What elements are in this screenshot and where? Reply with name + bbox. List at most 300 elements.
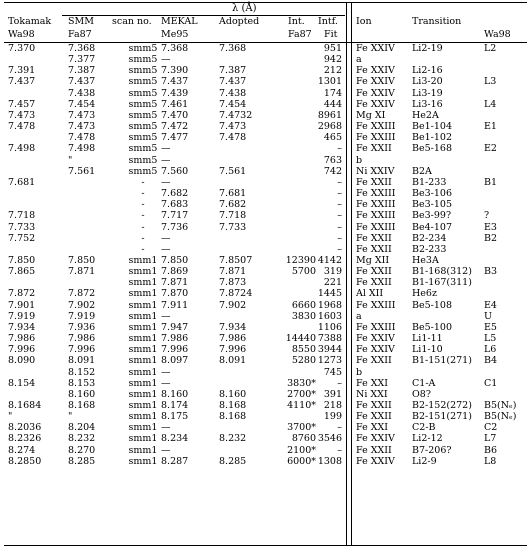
fit-cell: 319 [323,266,342,278]
tokamak-cell: 8.274 [8,444,36,456]
wa98-cell: B5(Nₑ) [484,411,517,423]
mekal-cell: 7.560 [161,165,189,177]
fit-cell: – [337,422,342,434]
wa98-cell: E3 [484,221,497,233]
adopted-cell: 7.718 [219,210,247,222]
ion-cell: Fe XXII [356,143,392,155]
ion-cell: Fe XXIII [356,199,396,211]
mekal-cell: 8.160 [161,388,189,400]
subheader-fa87: Fa87 [68,29,92,40]
int-cell: 8760 [291,433,316,445]
fit-cell: 1106 [317,321,342,333]
smm-cell: 7.454 [68,98,96,110]
table-row [0,54,531,65]
smm-cell: 7.850 [68,254,96,266]
tokamak-cell: 7.872 [8,288,36,300]
mekal-cell: — [161,366,171,378]
mekal-cell: 8.097 [161,355,189,367]
wa98-cell: B3 [484,266,498,278]
wa98-cell: ? [484,210,490,222]
header-ion: Ion [356,16,372,27]
table-row [0,300,531,311]
scan-cell: - [141,176,145,188]
tokamak-cell: 7.718 [8,210,36,222]
table-top-rule [4,2,527,3]
adopted-cell: 7.4732 [219,109,253,121]
smm-cell: 7.936 [68,321,96,333]
adopted-cell: 7.996 [219,344,247,356]
smm-cell: 7.872 [68,288,96,300]
table-row [0,222,531,233]
transition-cell: Li3-19 [412,87,443,99]
tokamak-cell: 8.090 [8,355,36,367]
table-row [0,166,531,177]
smm-cell: 8.204 [68,422,96,434]
adopted-cell: 7.561 [219,165,247,177]
fit-cell: – [337,199,342,211]
scan-cell: - [141,210,145,222]
tokamak-cell: 8.1684 [8,400,42,411]
ion-cell: Mg XI [356,109,386,121]
table-row [0,433,531,444]
ion-cell: Fe XXIII [356,188,396,200]
mekal-cell: 7.996 [161,344,189,356]
tokamak-cell: 7.752 [8,232,36,244]
mekal-cell: — [161,54,171,66]
fit-cell: – [337,444,342,456]
wa98-cell: C1 [484,377,498,389]
tokamak-cell: 7.986 [8,333,36,345]
tokamak-cell: 7.996 [8,344,36,356]
smm-cell: 7.986 [68,333,96,345]
mekal-cell: 7.870 [161,288,189,300]
mekal-cell: 7.911 [161,299,189,311]
tokamak-cell: 7.478 [8,121,36,133]
fit-cell: – [337,232,342,244]
scan-cell: smm5 [128,87,158,99]
header-adopted: Adopted [219,16,260,27]
ion-cell: Fe XXIV [356,333,395,345]
table-row [0,210,531,221]
scan-cell: smm1 [128,333,158,345]
smm-cell: 7.996 [68,344,96,356]
scan-cell: smm5 [128,54,158,66]
tokamak-cell: 8.2036 [8,422,42,434]
transition-cell: B2-152(272) [412,400,472,411]
mekal-cell: 7.472 [161,121,189,133]
mekal-cell: 8.175 [161,411,189,423]
smm-cell: 7.473 [68,121,96,133]
fit-cell: 1273 [317,355,342,367]
fit-cell: – [337,377,342,389]
table-row [0,43,531,54]
ion-cell: Ni XXIV [356,165,395,177]
fit-cell: 1301 [317,76,342,88]
smm-cell: 8.285 [68,455,96,467]
int-cell: 5280 [291,355,316,367]
ion-cell: Fe XXIII [356,132,396,144]
fit-cell: – [337,176,342,188]
scan-cell: smm5 [128,43,158,54]
ion-cell: Fe XXII [356,400,392,411]
scan-cell: smm5 [128,76,158,88]
scan-cell: smm1 [128,310,158,322]
mekal-cell: — [161,422,171,434]
tokamak-cell: 7.733 [8,221,36,233]
adopted-cell: 7.8724 [219,288,253,300]
adopted-cell: 7.368 [219,43,247,54]
adopted-cell: 8.160 [219,388,247,400]
transition-cell: B1-233 [412,176,447,188]
ion-cell: Fe XXII [356,232,392,244]
wa98-cell: L3 [484,76,497,88]
ion-cell: Fe XXII [356,243,392,255]
scan-cell: smm1 [128,433,158,445]
fit-cell: – [337,210,342,222]
header-intf: Intf. [318,16,338,27]
table-row [0,344,531,355]
ion-cell: Al XII [356,288,384,300]
int-cell: 2700* [287,388,316,400]
ion-cell: Fe XXII [356,277,392,289]
adopted-cell: 8.232 [219,433,247,445]
table-row [0,155,531,166]
adopted-cell: 7.681 [219,188,247,200]
tokamak-cell: 7.437 [8,76,36,88]
fit-cell: 3944 [317,344,342,356]
smm-cell: 7.561 [68,165,96,177]
mekal-cell: 7.683 [161,199,189,211]
scan-cell: - [141,221,145,233]
tokamak-cell: 8.2326 [8,433,42,445]
table-row [0,322,531,333]
transition-cell: Be5-100 [412,321,452,333]
table-row [0,311,531,322]
adopted-cell: 8.168 [219,411,247,423]
ion-cell: Fe XXIV [356,76,395,88]
fit-cell: 4142 [317,254,342,266]
header-int: Int. [288,16,305,27]
header-mekal: MEKAL [161,16,198,27]
scan-cell: smm1 [128,288,158,300]
transition-cell: B2-233 [412,243,447,255]
transition-cell: Be1-102 [412,132,452,144]
adopted-cell: 7.902 [219,299,247,311]
scan-cell: smm1 [128,444,158,456]
transition-cell: B2-151(271) [412,411,472,423]
mekal-cell: — [161,154,171,166]
fit-cell: 174 [323,87,342,99]
tokamak-cell: 7.865 [8,266,36,278]
table-body [0,43,531,467]
ion-cell: Fe XXII [356,444,392,456]
transition-cell: B7-206? [412,444,452,456]
ion-cell: Fe XXII [356,266,392,278]
scan-cell: smm1 [128,321,158,333]
scan-cell: smm1 [128,266,158,278]
tokamak-cell: 8.154 [8,377,36,389]
transition-cell: Li1-11 [412,333,443,345]
wa98-cell: L5 [484,333,497,345]
tokamak-cell: 7.473 [8,109,36,121]
transition-cell: Li2-12 [412,433,443,445]
transition-cell: He2A [412,109,439,121]
adopted-cell: 7.682 [219,199,247,211]
scan-cell: smm5 [128,154,158,166]
tokamak-cell: 7.457 [8,98,36,110]
scan-cell: smm5 [128,132,158,144]
scan-cell: smm1 [128,254,158,266]
scan-cell: smm1 [128,366,158,378]
mekal-cell: 7.869 [161,266,189,278]
wa98-cell: B5(Nₑ) [484,400,517,411]
int-cell: 3830 [291,310,316,322]
transition-cell: Be5-168 [412,143,452,155]
fit-cell: 465 [323,132,342,144]
ion-cell: Fe XXIV [356,43,395,54]
int-cell: 3830* [287,377,316,389]
mekal-cell: 7.947 [161,321,189,333]
ion-cell: Fe XXIV [356,433,395,445]
int-cell: 3700* [287,422,316,434]
ion-cell: b [356,366,363,378]
ion-cell: Fe XXI [356,377,388,389]
table-row [0,199,531,210]
scan-cell: smm1 [128,355,158,367]
transition-cell: Be5-108 [412,299,452,311]
adopted-cell: 7.986 [219,333,247,345]
wa98-cell: C2 [484,422,498,434]
transition-cell: Li2-19 [412,43,443,54]
ion-cell: Fe XXII [356,176,392,188]
smm-cell: 8.160 [68,388,96,400]
scan-cell: smm1 [128,377,158,389]
ion-cell: b [356,154,363,166]
ion-cell: Fe XXI [356,422,388,434]
ion-cell: Ni XXI [356,388,388,400]
mekal-cell: — [161,232,171,244]
mekal-cell: 7.390 [161,65,189,77]
transition-cell: C1-A [412,377,436,389]
fit-cell: – [337,188,342,200]
subheader-wa98: Wa98 [8,29,35,40]
fit-cell: 212 [323,65,342,77]
table-row [0,277,531,288]
fit-cell: 1445 [317,288,342,300]
mekal-cell: 8.234 [161,433,189,445]
wa98-cell: L8 [484,455,497,467]
tokamak-cell: 7.934 [8,321,36,333]
wa98-cell: L4 [484,98,497,110]
mekal-cell: 7.986 [161,333,189,345]
fit-cell: – [337,243,342,255]
ion-cell: Fe XXIII [356,221,396,233]
adopted-cell: 8.168 [219,400,247,411]
table-row [0,177,531,188]
mekal-cell: 8.174 [161,400,189,411]
table-row [0,255,531,266]
wa98-cell: L7 [484,433,497,445]
table-row [0,389,531,400]
wa98-cell: U [484,310,493,322]
fit-cell: 7388 [317,333,342,345]
smm-cell: " [68,154,73,166]
adopted-cell: 8.285 [219,455,247,467]
mekal-cell: 7.736 [161,221,189,233]
transition-cell: C2-B [412,422,436,434]
smm-cell: 7.377 [68,54,96,66]
adopted-cell: 7.438 [219,87,247,99]
wa98-cell: L6 [484,344,497,356]
transition-cell: Li1-10 [412,344,443,356]
subheader-fa87-int: Fa87 [288,29,312,40]
mekal-cell: — [161,143,171,155]
smm-cell: 8.091 [68,355,96,367]
transition-cell: He6z [412,288,437,300]
table-row [0,288,531,299]
int-cell: 6660 [291,299,316,311]
smm-cell: 7.438 [68,87,96,99]
smm-cell: 7.368 [68,43,96,54]
ion-cell: Fe XXIV [356,98,395,110]
ion-cell: Fe XXIV [356,65,395,77]
adopted-cell: 7.454 [219,98,247,110]
table-row [0,88,531,99]
transition-cell: Be1-104 [412,121,452,133]
transition-cell: Li2-9 [412,455,437,467]
wa98-cell: B1 [484,176,498,188]
fit-cell: 391 [323,388,342,400]
tokamak-cell: 8.2850 [8,455,42,467]
wa98-cell: E5 [484,321,497,333]
scan-cell: smm1 [128,388,158,400]
adopted-cell: 7.437 [219,76,247,88]
scan-cell: smm1 [128,411,158,423]
tokamak-cell: " [8,411,13,423]
adopted-cell: 7.934 [219,321,247,333]
transition-cell: Be3-106 [412,188,452,200]
scan-cell: - [141,243,145,255]
header-transition: Transition [412,16,462,27]
fit-cell: 199 [323,411,342,423]
fit-cell: 942 [323,54,342,66]
table-row [0,143,531,154]
ion-cell: Fe XXIII [356,299,396,311]
transition-cell: Be4-107 [412,221,452,233]
table-row [0,333,531,344]
mekal-cell: 7.470 [161,109,189,121]
ion-cell: Fe XXII [356,411,392,423]
scan-cell: smm1 [128,277,158,289]
transition-cell: Li3-16 [412,98,443,110]
table-row [0,65,531,76]
scan-cell: smm1 [128,422,158,434]
ion-cell: Fe XXIV [356,344,395,356]
mekal-cell: 7.477 [161,132,189,144]
smm-cell: 7.919 [68,310,96,322]
mekal-cell: 7.439 [161,87,189,99]
transition-cell: O8? [412,388,431,400]
ion-cell: a [356,310,362,322]
tokamak-cell: 7.850 [8,254,36,266]
transition-cell: B1-168(312) [412,266,472,278]
mekal-cell: — [161,243,171,255]
int-cell: 4110* [287,400,316,411]
wa98-cell: E1 [484,121,497,133]
table-row [0,367,531,378]
mekal-cell: — [161,176,171,188]
smm-cell: 7.478 [68,132,96,144]
int-cell: 12390 [285,254,316,266]
transition-cell: Be3-99? [412,210,452,222]
smm-cell: 7.473 [68,109,96,121]
scan-cell: smm5 [128,121,158,133]
table-row [0,456,531,467]
wa98-cell: E2 [484,143,497,155]
wa98-cell: B4 [484,355,498,367]
table-row [0,99,531,110]
transition-cell: B1-151(271) [412,355,472,367]
mekal-cell: 7.368 [161,43,189,54]
int-cell: 5700 [291,266,316,278]
wa98-cell: L2 [484,43,497,54]
tokamak-cell: 7.370 [8,43,36,54]
adopted-cell: 7.478 [219,132,247,144]
wa98-cell: E4 [484,299,497,311]
mekal-cell: 7.437 [161,76,189,88]
adopted-cell: 8.091 [219,355,247,367]
smm-cell: 8.232 [68,433,96,445]
table-row [0,400,531,411]
mekal-cell: 7.682 [161,188,189,200]
mekal-cell: — [161,310,171,322]
transition-cell: B2-234 [412,232,447,244]
mekal-cell: — [161,377,171,389]
int-cell: 6000* [287,455,316,467]
adopted-cell: 7.473 [219,121,247,133]
table-row [0,76,531,87]
scan-cell: smm5 [128,109,158,121]
tokamak-cell: 7.391 [8,65,36,77]
smm-cell: 7.902 [68,299,96,311]
smm-cell: 7.498 [68,143,96,155]
table-row [0,244,531,255]
transition-cell: B2A [412,165,432,177]
header-smm: SMM [68,16,94,27]
table-row [0,233,531,244]
table-row [0,355,531,366]
fit-cell: 1603 [317,310,342,322]
table-row [0,110,531,121]
table-row [0,132,531,143]
scan-cell: smm1 [128,400,158,411]
mekal-cell: 7.871 [161,277,189,289]
subheader-fit: Fit [324,29,338,40]
ion-cell: a [356,54,362,66]
mekal-cell: 7.461 [161,98,189,110]
fit-cell: 763 [323,154,342,166]
table-row [0,121,531,132]
table-bottom-rule [4,545,527,546]
tokamak-cell: 7.498 [8,143,36,155]
lambda-header: λ (Å) [232,3,257,14]
mekal-cell: 7.717 [161,210,189,222]
header-tokamak: Tokamak [8,16,52,27]
ion-cell: Fe XXIV [356,87,395,99]
smm-cell: 8.168 [68,400,96,411]
smm-cell: " [68,411,73,423]
fit-cell: – [337,143,342,155]
